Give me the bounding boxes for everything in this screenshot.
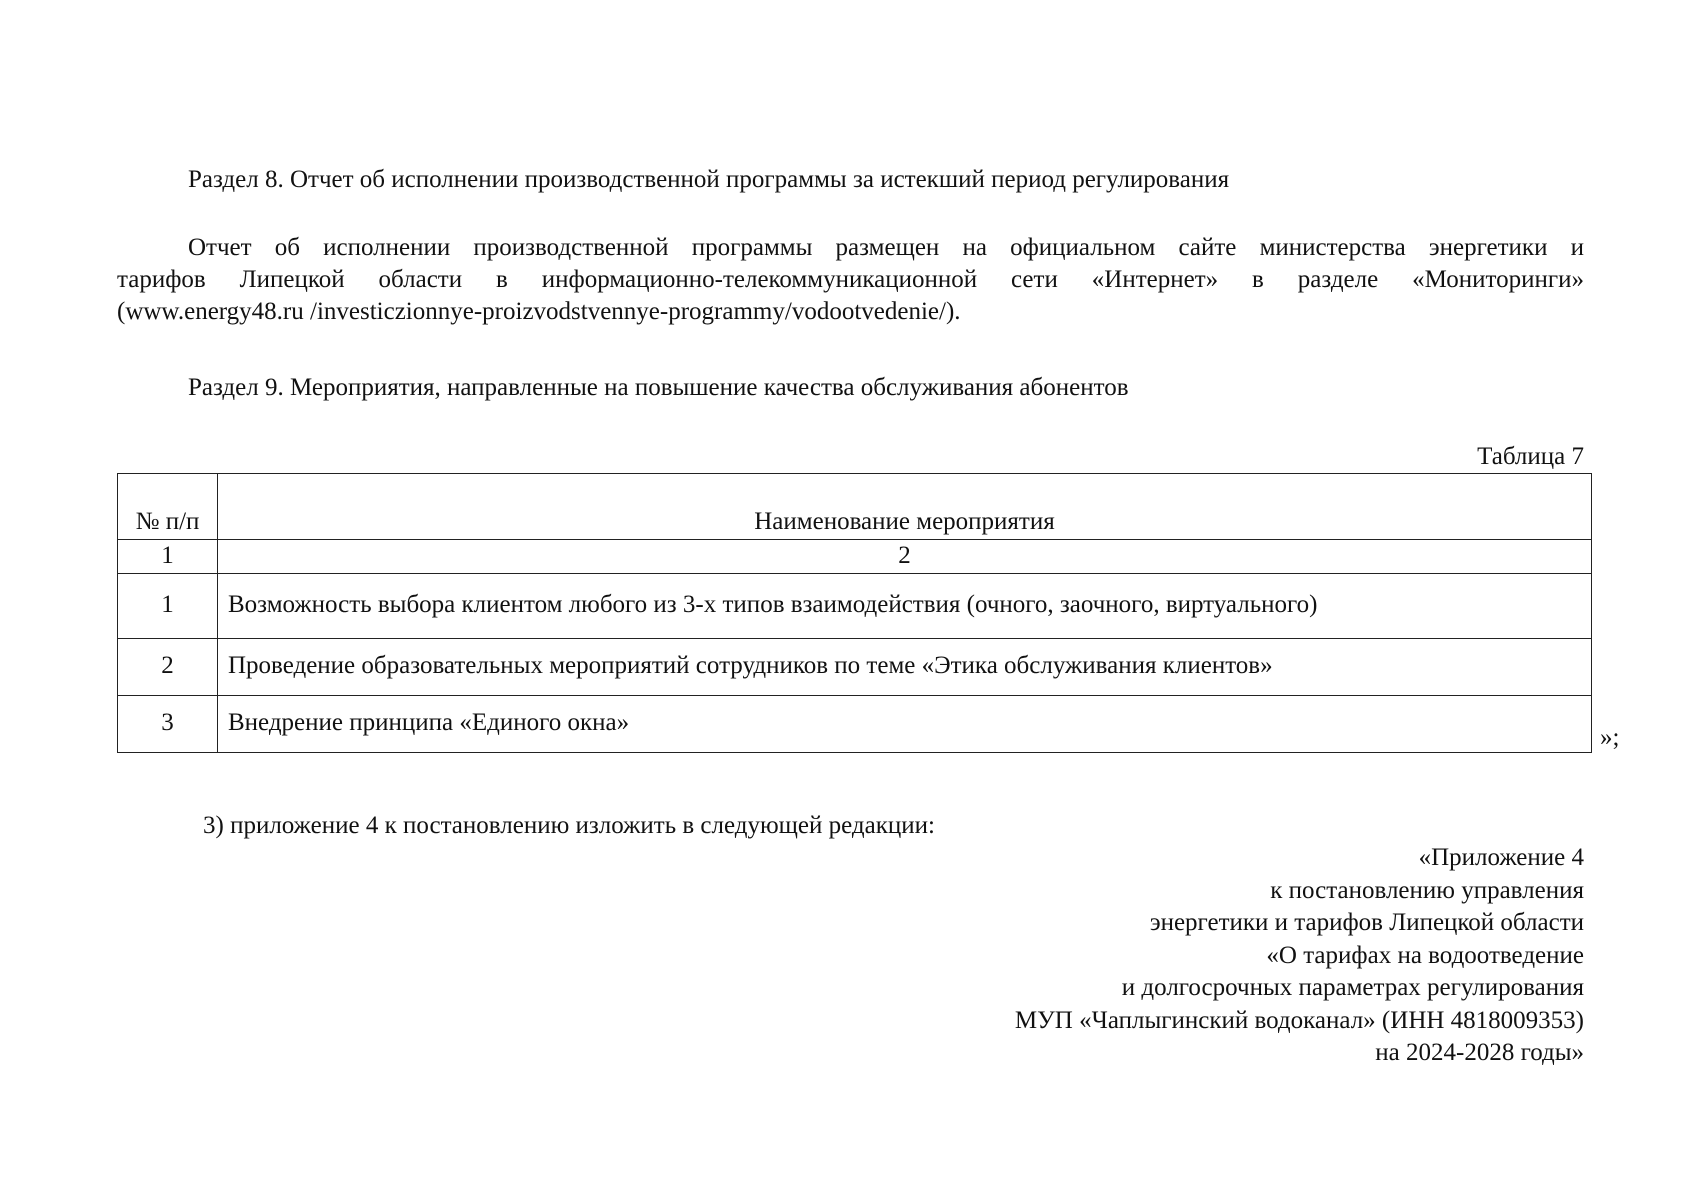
header-cell-name: Наименование мероприятия xyxy=(218,474,1592,540)
annex-line: к постановлению управления xyxy=(1270,876,1584,904)
annex-line: и долгосрочных параметрах регулирования xyxy=(1121,974,1584,1001)
annex-line: «Приложение 4 xyxy=(1418,844,1584,871)
section-8-heading: Раздел 8. Отчет об исполнении производственной программы за истекший период регулирования xyxy=(188,166,1230,193)
closing-quote-mark: »; xyxy=(1600,724,1620,751)
section-9-heading: Раздел 9. Мероприятия, направленные на повышение качества обслуживания абонентов xyxy=(188,374,1129,401)
paragraph-line: (www.energy48.ru /investiczionnye-proizvodstvennye-programmy/vodootvedenie/). xyxy=(117,298,961,325)
annex-line: «О тарифах на водоотведение xyxy=(1266,941,1584,969)
annex-line: МУП «Чаплыгинский водоканал» (ИНН 4818009353) xyxy=(1014,1006,1584,1034)
row-name-cell: Возможность выбора клиентом любого из 3-х типов взаимодействия (очного, заочного, виртуального) xyxy=(218,573,1592,638)
table-row xyxy=(118,695,1592,752)
table-row xyxy=(118,638,1592,695)
table-caption: Таблица 7 xyxy=(1477,443,1584,470)
annex-header xyxy=(1015,842,1584,1070)
measures-table xyxy=(117,473,1592,753)
annex-line: на 2024-2028 годы» xyxy=(1375,1039,1584,1066)
table-column-numbers-row xyxy=(118,540,1592,574)
item-3-text: 3) приложение 4 к постановлению изложить в следующей редакции: xyxy=(203,812,935,839)
table-header-row xyxy=(118,474,1592,540)
row-number-cell: 2 xyxy=(118,638,218,695)
table-row xyxy=(118,573,1592,638)
column-number-cell: 1 xyxy=(118,540,218,574)
row-number-cell: 1 xyxy=(118,573,218,638)
row-name-cell: Внедрение принципа «Единого окна» xyxy=(218,695,1592,752)
section-8-paragraph xyxy=(117,232,1584,328)
annex-line: энергетики и тарифов Липецкой области xyxy=(1149,909,1584,936)
paragraph-line: Отчет об исполнении производственной программы размещен на официальном сайте министерства энергетики и xyxy=(188,234,1584,261)
paragraph-line: тарифов Липецкой области в информационно-телекоммуникационной сети «Интернет» в разделе «Мониторинги» xyxy=(117,266,1584,293)
row-number-cell: 3 xyxy=(118,695,218,752)
column-number-cell: 2 xyxy=(218,540,1592,574)
header-cell-number: № п/п xyxy=(118,474,218,540)
row-name-cell: Проведение образовательных мероприятий сотрудников по теме «Этика обслуживания клиентов» xyxy=(218,638,1592,695)
